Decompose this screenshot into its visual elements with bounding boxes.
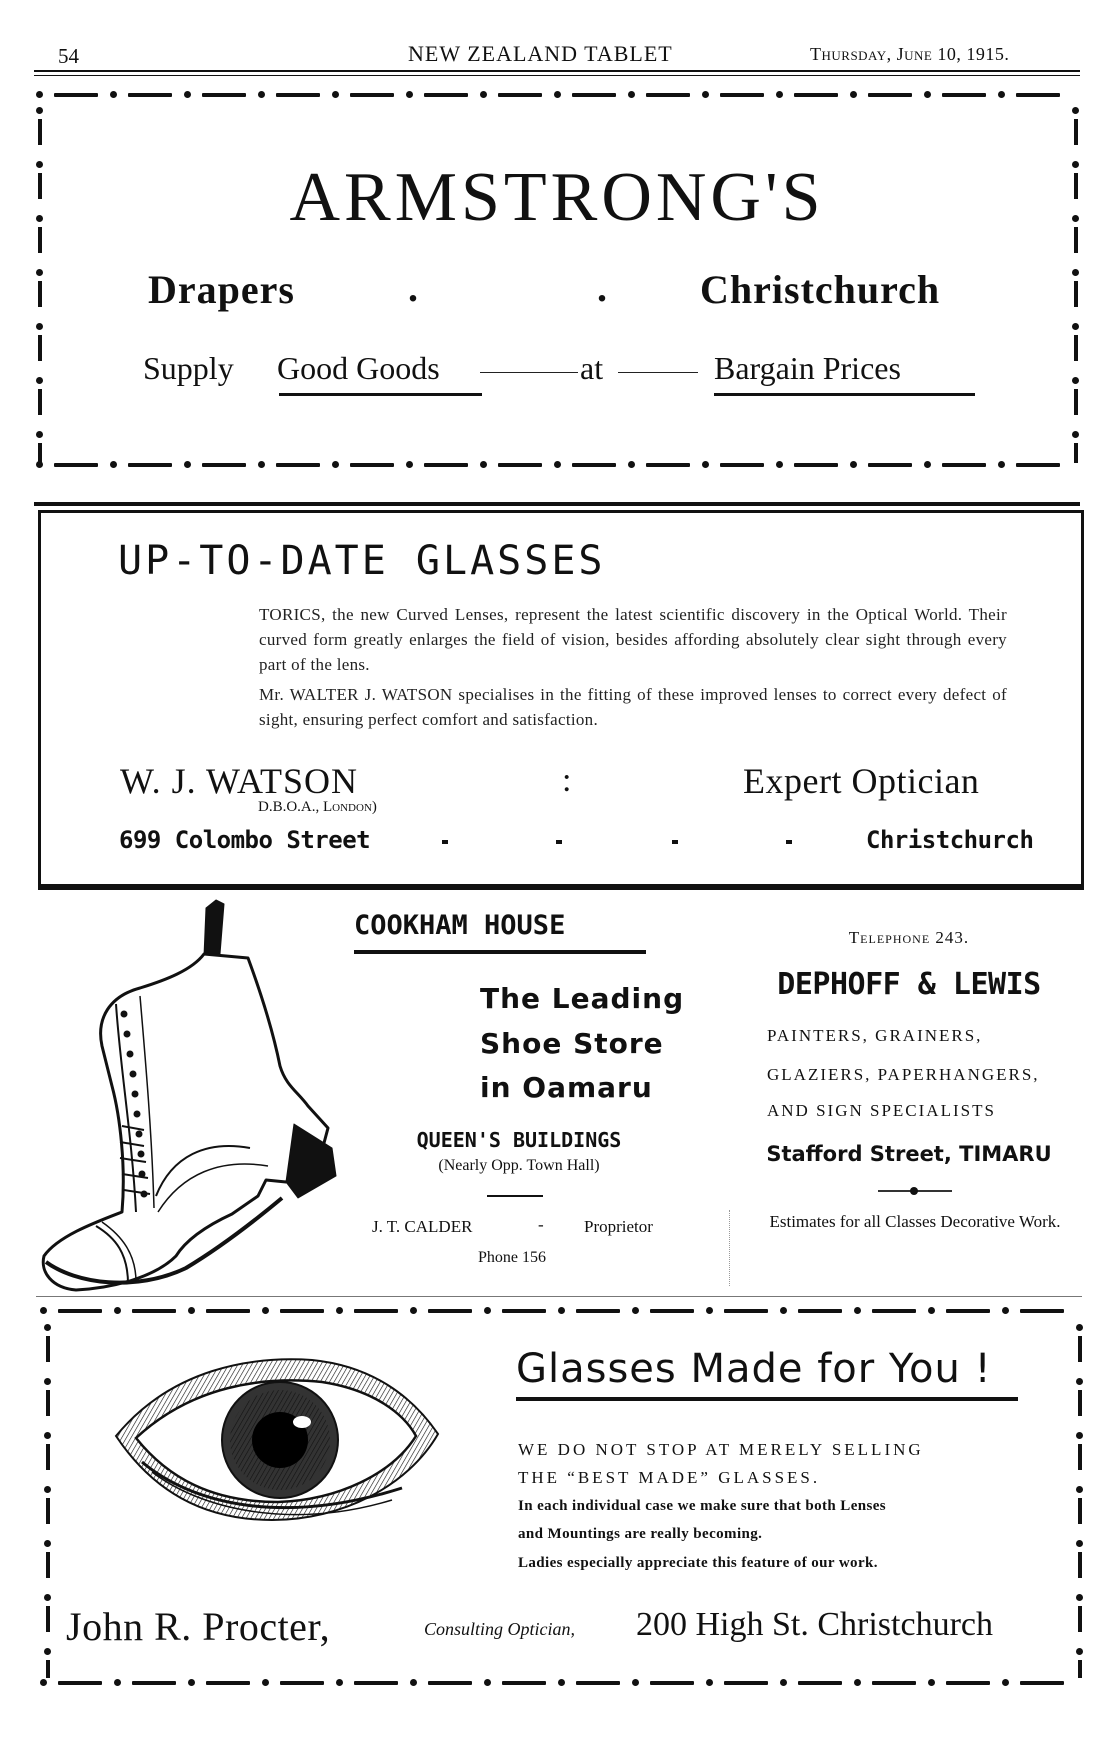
cookham-phone: Phone 156 <box>478 1249 546 1266</box>
procter-body-1: In each individual case we make sure that both Lenses <box>518 1498 887 1514</box>
border-bead <box>44 1378 51 1385</box>
border-bead <box>336 1679 343 1686</box>
border-segment <box>38 335 42 361</box>
border-segment <box>1074 281 1078 307</box>
slogan-dash-1 <box>480 372 578 373</box>
watson-headline: UP-TO-DATE GLASSES <box>118 538 606 584</box>
border-segment <box>720 463 764 467</box>
border-bead <box>1072 107 1079 114</box>
cookham-title-rule <box>354 950 646 954</box>
border-segment <box>1074 335 1078 361</box>
border-bead <box>706 1307 713 1314</box>
border-segment <box>1020 1681 1064 1685</box>
border-bead <box>924 91 931 98</box>
border-bead <box>36 323 43 330</box>
header-rule <box>34 70 1080 72</box>
armstrongs-slogan-a: Supply <box>143 350 234 386</box>
border-bead <box>1072 323 1079 330</box>
border-bead <box>998 461 1005 468</box>
procter-body-2: and Mountings are really becoming. <box>518 1526 763 1542</box>
dephoff-line-2: GLAZIERS, PAPERHANGERS, <box>767 1065 1040 1084</box>
border-segment <box>1074 443 1078 463</box>
border-segment <box>350 93 394 97</box>
cookham-line-1: The Leading <box>480 982 685 1015</box>
border-segment <box>798 1681 842 1685</box>
procter-headline: Glasses Made for You ! <box>516 1346 992 1392</box>
border-segment <box>38 443 42 463</box>
border-bead <box>1076 1432 1083 1439</box>
border-segment <box>46 1498 50 1524</box>
border-segment <box>498 93 542 97</box>
border-bead <box>780 1307 787 1314</box>
border-segment <box>428 1309 472 1313</box>
border-segment <box>872 1309 916 1313</box>
watson-dash-2 <box>556 840 562 844</box>
procter-top-rule <box>36 1296 1082 1297</box>
eye-illustration <box>112 1350 442 1530</box>
border-bead <box>44 1324 51 1331</box>
watson-title: Expert Optician <box>743 761 980 801</box>
cookham-title: COOKHAM HOUSE <box>354 910 566 941</box>
cookham-note: (Nearly Opp. Town Hall) <box>438 1157 600 1174</box>
border-segment <box>424 463 468 467</box>
procter-name: John R. Procter, <box>66 1604 331 1649</box>
border-bead <box>776 91 783 98</box>
border-bead <box>44 1486 51 1493</box>
cookham-owner-dot: - <box>538 1215 544 1234</box>
procter-body-3: Ladies especially appreciate this feature of our work. <box>518 1555 878 1571</box>
border-bead <box>188 1307 195 1314</box>
slogan-dash-2 <box>618 372 698 373</box>
border-bead <box>1072 431 1079 438</box>
border-bead <box>484 1679 491 1686</box>
boot-illustration <box>36 896 346 1294</box>
procter-caps-1: WE DO NOT STOP AT MERELY SELLING <box>518 1440 924 1459</box>
border-segment <box>46 1390 50 1416</box>
border-bead <box>1076 1324 1083 1331</box>
border-bead <box>924 461 931 468</box>
border-bead <box>44 1648 51 1655</box>
issue-date: Thursday, June 10, 1915. <box>810 44 1010 64</box>
border-bead <box>628 91 635 98</box>
border-bead <box>928 1679 935 1686</box>
border-segment <box>46 1606 50 1632</box>
border-bead <box>632 1679 639 1686</box>
column-divider <box>729 1210 730 1286</box>
watson-rule-bottom <box>38 884 1083 889</box>
border-segment <box>572 463 616 467</box>
border-segment <box>798 1309 842 1313</box>
border-bead <box>854 1679 861 1686</box>
border-segment <box>58 1309 102 1313</box>
publication-title: NEW ZEALAND TABLET <box>408 41 673 66</box>
slogan-b-underline <box>279 393 482 396</box>
border-segment <box>650 1309 694 1313</box>
border-segment <box>868 463 912 467</box>
border-bead <box>184 461 191 468</box>
border-segment <box>38 281 42 307</box>
cookham-line-2: Shoe Store <box>480 1027 664 1060</box>
armstrongs-border-right <box>1072 95 1080 465</box>
border-segment <box>202 463 246 467</box>
border-segment <box>354 1309 398 1313</box>
procter-border-bottom <box>40 1678 1080 1688</box>
cookham-owner: J. T. CALDER <box>372 1217 473 1236</box>
cookham-role: Proprietor <box>584 1217 653 1236</box>
slogan-d-underline <box>714 393 975 396</box>
border-segment <box>646 463 690 467</box>
cookham-line-3: in Oamaru <box>480 1071 653 1104</box>
procter-border-top <box>40 1306 1080 1316</box>
border-bead <box>632 1307 639 1314</box>
border-segment <box>502 1681 546 1685</box>
border-segment <box>46 1660 50 1678</box>
border-bead <box>336 1307 343 1314</box>
procter-role: Consulting Optician, <box>424 1619 576 1639</box>
procter-caps-2: THE “BEST MADE” GLASSES. <box>518 1468 821 1487</box>
watson-dash-1 <box>442 840 448 844</box>
border-bead <box>558 1307 565 1314</box>
border-bead <box>406 91 413 98</box>
border-bead <box>850 91 857 98</box>
border-bead <box>258 461 265 468</box>
border-bead <box>262 1307 269 1314</box>
watson-dash-3 <box>672 840 678 844</box>
border-bead <box>262 1679 269 1686</box>
border-segment <box>38 119 42 145</box>
border-segment <box>38 389 42 415</box>
border-segment <box>942 93 986 97</box>
border-bead <box>406 461 413 468</box>
armstrongs-slogan-c: at <box>580 350 604 386</box>
armstrongs-left: Drapers <box>148 267 295 312</box>
armstrongs-right: Christchurch <box>700 267 941 312</box>
armstrongs-border-bottom <box>36 460 1082 470</box>
procter-headline-rule <box>516 1397 1018 1401</box>
border-segment <box>428 1681 472 1685</box>
border-segment <box>46 1552 50 1578</box>
border-segment <box>350 463 394 467</box>
border-bead <box>1002 1307 1009 1314</box>
border-segment <box>724 1309 768 1313</box>
border-segment <box>502 1309 546 1313</box>
border-bead <box>484 1307 491 1314</box>
border-segment <box>1078 1390 1082 1416</box>
page-number: 54 <box>58 44 79 68</box>
dephoff-name: DEPHOFF & LEWIS <box>777 967 1041 1002</box>
dephoff-estimates: Estimates for all Classes Decorative Work. <box>769 1212 1061 1231</box>
border-segment <box>58 1681 102 1685</box>
dephoff-telephone: Telephone 243. <box>848 928 970 947</box>
border-bead <box>1072 377 1079 384</box>
border-bead <box>36 431 43 438</box>
border-segment <box>206 1309 250 1313</box>
border-segment <box>128 463 172 467</box>
border-bead <box>114 1679 121 1686</box>
armstrongs-name: ARMSTRONG'S <box>289 159 825 236</box>
border-bead <box>114 1307 121 1314</box>
border-segment <box>872 1681 916 1685</box>
header-rule-thin <box>34 75 1080 76</box>
dephoff-address: Stafford Street, TIMARU <box>766 1142 1052 1166</box>
border-bead <box>1002 1679 1009 1686</box>
border-bead <box>410 1679 417 1686</box>
border-segment <box>1078 1444 1082 1470</box>
watson-rule-top <box>34 502 1080 506</box>
border-segment <box>720 93 764 97</box>
border-segment <box>1020 1309 1064 1313</box>
border-bead <box>1076 1540 1083 1547</box>
armstrongs-border-left <box>36 95 44 465</box>
border-bead <box>40 1679 47 1686</box>
border-bead <box>1076 1378 1083 1385</box>
border-bead <box>480 91 487 98</box>
border-segment <box>794 93 838 97</box>
border-segment <box>54 463 98 467</box>
dephoff-rule-dot <box>910 1187 918 1195</box>
border-bead <box>110 461 117 468</box>
border-bead <box>554 91 561 98</box>
border-bead <box>36 107 43 114</box>
border-segment <box>1078 1498 1082 1524</box>
border-bead <box>850 461 857 468</box>
border-segment <box>576 1309 620 1313</box>
cookham-building: QUEEN'S BUILDINGS <box>416 1128 622 1152</box>
border-bead <box>110 91 117 98</box>
watson-colon: : <box>562 762 572 799</box>
border-segment <box>354 1681 398 1685</box>
border-bead <box>258 91 265 98</box>
border-segment <box>128 93 172 97</box>
border-segment <box>276 93 320 97</box>
armstrongs-border-top <box>36 90 1082 100</box>
watson-para-1: TORICS, the new Curved Lenses, represent the latest scientific discovery in the Optical World. Their curved form greatly enlarges the field of vision, besides affording absolutely clear sight through every part of the lens. <box>259 605 1007 674</box>
watson-credentials: D.B.O.A., London) <box>258 799 377 815</box>
border-bead <box>702 461 709 468</box>
border-segment <box>132 1309 176 1313</box>
dephoff-line-3: AND SIGN SPECIALISTS <box>767 1101 996 1120</box>
armstrongs-slogan-d: Bargain Prices <box>714 350 901 386</box>
border-bead <box>702 91 709 98</box>
border-bead <box>480 461 487 468</box>
border-segment <box>202 93 246 97</box>
watson-dash-4 <box>786 840 792 844</box>
border-segment <box>946 1681 990 1685</box>
cookham-divider <box>487 1195 543 1197</box>
border-bead <box>928 1307 935 1314</box>
border-segment <box>1074 389 1078 415</box>
border-segment <box>1078 1336 1082 1362</box>
watson-para-2: Mr. WALTER J. WATSON specialises in the fitting of these improved lenses to correct every defect of sight, ensuring perfect comfort and satisfaction. <box>259 685 1007 729</box>
procter-border-left <box>44 1312 52 1680</box>
watson-address: 699 Colombo Street <box>119 826 371 854</box>
procter-address: 200 High St. Christchurch <box>636 1606 993 1643</box>
armstrongs-sep1: . <box>408 265 418 310</box>
border-segment <box>1078 1660 1082 1678</box>
border-segment <box>206 1681 250 1685</box>
border-segment <box>498 463 542 467</box>
border-segment <box>576 1681 620 1685</box>
border-bead <box>554 461 561 468</box>
border-bead <box>854 1307 861 1314</box>
border-bead <box>628 461 635 468</box>
dephoff-line-1: PAINTERS, GRAINERS, <box>767 1026 983 1045</box>
border-bead <box>44 1540 51 1547</box>
border-bead <box>44 1432 51 1439</box>
border-segment <box>1016 463 1060 467</box>
border-bead <box>36 269 43 276</box>
border-segment <box>280 1681 324 1685</box>
border-bead <box>558 1679 565 1686</box>
border-segment <box>868 93 912 97</box>
border-segment <box>46 1444 50 1470</box>
border-bead <box>776 461 783 468</box>
border-segment <box>280 1309 324 1313</box>
border-segment <box>1078 1552 1082 1578</box>
border-segment <box>54 93 98 97</box>
border-segment <box>132 1681 176 1685</box>
watson-name: W. J. WATSON <box>120 761 359 801</box>
border-segment <box>276 463 320 467</box>
border-bead <box>1076 1594 1083 1601</box>
armstrongs-sep2: . <box>597 265 607 310</box>
border-bead <box>332 91 339 98</box>
armstrongs-slogan-b: Good Goods <box>277 350 440 386</box>
watson-city: Christchurch <box>866 826 1034 854</box>
border-segment <box>646 93 690 97</box>
procter-border-right <box>1076 1312 1084 1680</box>
border-segment <box>942 463 986 467</box>
border-segment <box>424 93 468 97</box>
border-bead <box>998 91 1005 98</box>
border-segment <box>946 1309 990 1313</box>
boot-icon <box>43 900 336 1290</box>
border-bead <box>332 461 339 468</box>
border-bead <box>1076 1648 1083 1655</box>
border-segment <box>1078 1606 1082 1632</box>
border-segment <box>724 1681 768 1685</box>
border-bead <box>410 1307 417 1314</box>
border-bead <box>184 91 191 98</box>
border-bead <box>188 1679 195 1686</box>
border-segment <box>794 463 838 467</box>
border-segment <box>1016 93 1060 97</box>
border-segment <box>650 1681 694 1685</box>
border-bead <box>706 1679 713 1686</box>
border-bead <box>1076 1486 1083 1493</box>
border-bead <box>780 1679 787 1686</box>
border-segment <box>46 1336 50 1362</box>
border-bead <box>44 1594 51 1601</box>
eye-icon <box>116 1359 438 1520</box>
border-segment <box>572 93 616 97</box>
border-bead <box>36 377 43 384</box>
border-bead <box>1072 269 1079 276</box>
border-segment <box>1074 119 1078 145</box>
